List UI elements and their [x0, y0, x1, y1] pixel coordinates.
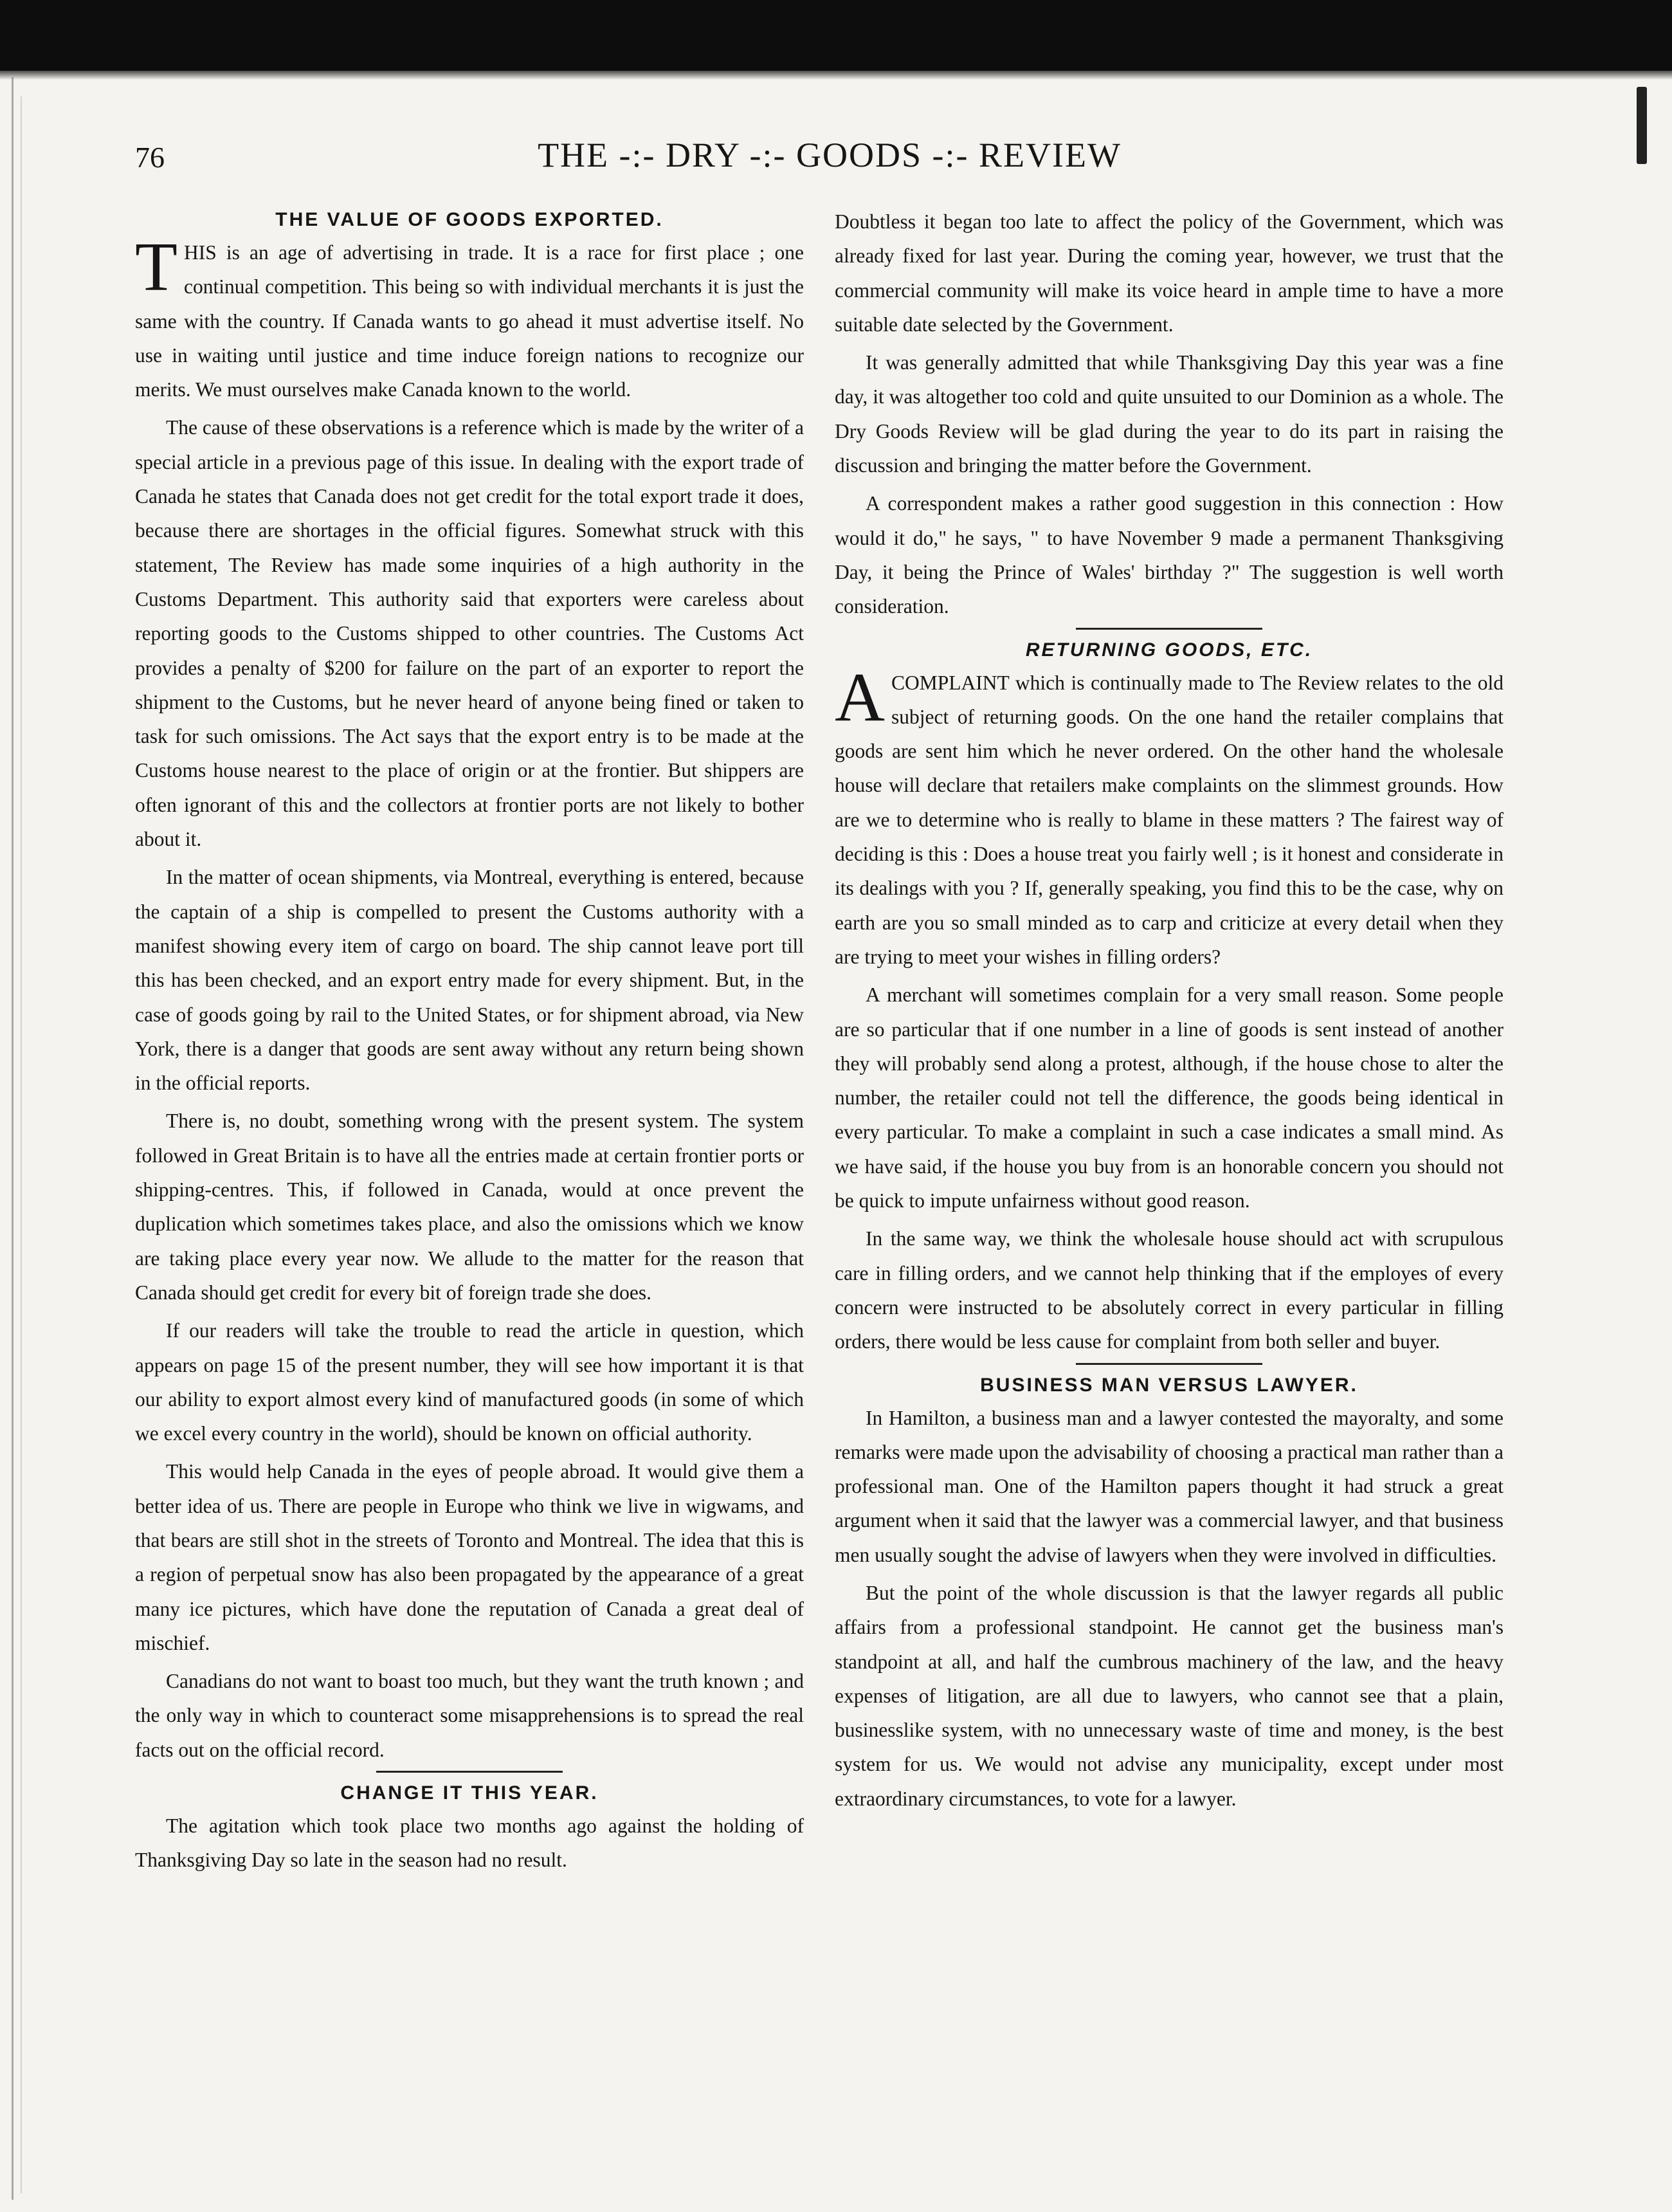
section-rule — [1076, 628, 1262, 630]
paragraph: THIS is an age of advertising in trade. It is a race for first place ; one continual competition. This being so with individual merchants it is just the same with the country. If Canada wants to go ahead it must advertise itself. No use in waiting until justice and time induce foreign nations to recognize our merits. We must ourselves make Canada known to the world. — [135, 229, 804, 401]
paragraph: If our readers will take the trouble to read the article in question, which appears on page 15 of the present number, they will see how important it is that our ability to export almost every kind of manufactured goods (in some of which we excel every country in the world), should be known on official authority. — [135, 1319, 804, 1445]
paragraph: It was generally admitted that while Thanksgiving Day this year was a fine day, it was altogether too cold and quite unsuited to our Dominion as a whole. The Dry Goods Review will be glad during the year to do its part in raising the discussion and bringing the matter before the Government. — [835, 351, 1504, 477]
scan-left-edge-shadow — [21, 96, 22, 2193]
left-column — [135, 205, 804, 1881]
paragraph: In the same way, we think the wholesale house should act with scrupulous care in filling orders, and we cannot help thinking that if the employes of every concern were instructed to be absolutely correct in every particular in filling orders, there would be less cause for complaint from both seller and buyer. — [835, 1227, 1504, 1353]
page-header — [135, 135, 1524, 180]
paragraph: In the matter of ocean shipments, via Montreal, everything is entered, because the captain of a ship is compelled to present the Customs authority with a manifest showing every item of cargo on board. The ship cannot leave port till this has been checked, and an export entry made for every shipment. But, in the case of goods going by rail to the United States, or for shipment abroad, via New York, there is a danger that goods are sent away without any return being shown in the official reports. — [135, 866, 804, 1095]
paragraph: The agitation which took place two months ago against the holding of Thanksgiving Day so late in the season had no result. — [135, 1814, 804, 1872]
heading-change-it-this-year: CHANGE IT THIS YEAR. — [340, 1782, 599, 1804]
section-rule — [1076, 1363, 1262, 1365]
section-rule — [376, 1771, 563, 1773]
paragraph: A correspondent makes a rather good suggestion in this connection : How would it do," he says, " to have November 9 made a permanent Thanksgiving Day, it being the Prince of Wales' birthday ?" The suggestion is well worth consideration. — [835, 492, 1504, 618]
heading-value-of-goods-exported: THE VALUE OF GOODS EXPORTED. — [275, 209, 664, 230]
scan-left-edge — [12, 77, 14, 2200]
right-column — [835, 205, 1504, 1820]
scan-right-mark — [1637, 87, 1647, 164]
paragraph: ACOMPLAINT which is continually made to The Review relates to the old subject of returning goods. On the one hand the retailer complains that goods are sent him which he never ordered. On the other hand the wholesale house will declare that retailers make complaints on the slimmest grounds. How are we to determine who is really to blame in these matters ? The fairest way of deciding is this : Does a house treat you fairly well ; is it honest and considerate in its dealings with you ? If, generally speaking, you find this to be the case, why on earth are you so small minded as to carp and criticize at every detail when they are trying to meet your wishes in filling orders? — [835, 659, 1504, 968]
page-number: 76 — [135, 141, 165, 174]
heading-business-man-versus-lawyer: BUSINESS MAN VERSUS LAWYER. — [980, 1374, 1358, 1396]
paragraph: A merchant will sometimes complain for a very small reason. Some people are so particular that if one number in a line of goods is sent instead of another they will probably send along a protest, although, if the house chose to alter the number, the retailer could not tell the difference, the goods being identical in every particular. To make a complaint in such a case indicates a small mind. As we have said, if the house you buy from is an honorable concern you should not be quick to impute unfairness without good reason. — [835, 983, 1504, 1212]
paragraph: The cause of these observations is a reference which is made by the writer of a special article in a previous page of this issue. In dealing with the export trade of Canada he states that Canada does not get credit for the total export trade it does, because there are shortages in the official figures. Somewhat struck with this statement, The Review has made some inquiries of a high authority in the Customs Department. This authority said that exporters were careless about reporting goods to the Customs shipped to other countries. The Customs Act provides a penalty of $200 for failure on the part of an exporter to report the shipment to the Customs, but he never heard of anyone being fined or taken to task for such omissions. The Act says that the export entry is to be made at the Customs house nearest to the place of origin or at the frontier. But shippers are often ignorant of this and the collectors at frontier ports are not likely to bother about it. — [135, 416, 804, 851]
paragraph: Doubtless it began too late to affect the policy of the Government, which was already fixed for last year. During the coming year, however, we trust that the commercial community will make its voice heard in ample time to have a more suitable date selected by the Government. — [835, 210, 1504, 336]
paragraph: In Hamilton, a business man and a lawyer contested the mayoralty, and some remarks were made upon the advisability of choosing a practical man rather than a professional man. One of the Hamilton papers thought it had struck a great argument when it said that the lawyer was a commercial lawyer, and that business men usually sought the advise of lawyers when they were involved in difficulties. — [835, 1406, 1504, 1566]
scan-top-border — [0, 0, 1672, 71]
paragraph: But the point of the whole discussion is that the lawyer regards all public affairs from a professional standpoint. He cannot get the business man's standpoint at all, and half the cumbrous machinery of the law, and the heavy expenses of litigation, are all due to lawyers, who cannot see that a plain, businesslike system, with no unnecessary waste of time and money, is the best system for us. We would not advise any municipality, except under most extraordinary circumstances, to vote for a lawyer. — [835, 1581, 1504, 1810]
paragraph: There is, no doubt, something wrong with the present system. The system followed in Great Britain is to have all the entries made at certain frontier ports or shipping-centres. This, if followed in Canada, would at once prevent the duplication which sometimes takes place, and also the omissions which we know are taking place every year now. We allude to the matter for the reason that Canada should get credit for every bit of foreign trade she does. — [135, 1110, 804, 1304]
heading-returning-goods: RETURNING GOODS, ETC. — [1025, 639, 1313, 661]
journal-title: THE -:- DRY -:- GOODS -:- REVIEW — [538, 136, 1122, 174]
paragraph: This would help Canada in the eyes of people abroad. It would give them a better idea of us. There are people in Europe who think we live in wigwams, and that bears are still shot in the streets of Toronto and Montreal. The idea that this is a region of perpetual snow has also been propagated by the appearance of a great many ice pictures, which have done the reputation of Canada a great deal of mischief. — [135, 1460, 804, 1654]
paragraph: Canadians do not want to boast too much, but they want the truth known ; and the only way in which to counteract some misapprehensions is to spread the real facts out on the official record. — [135, 1670, 804, 1761]
